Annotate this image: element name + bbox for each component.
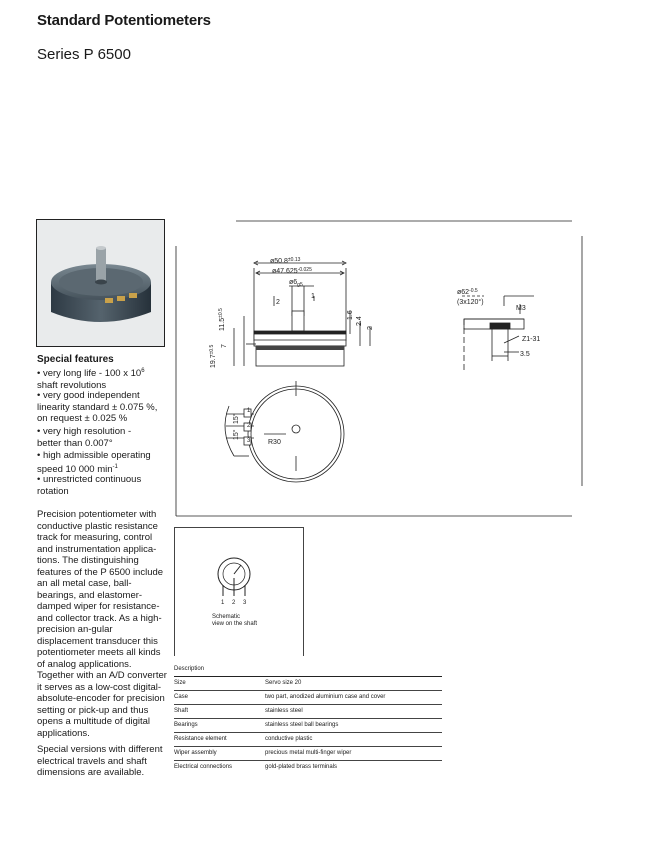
detail-diameter: $ø62^{-0.5}$ xyxy=(457,288,478,296)
schematic-caption-line: Schematic xyxy=(212,614,241,620)
feature-text: • very long life - 100 x 10 xyxy=(37,368,142,380)
dim-radius: R30 xyxy=(268,439,281,446)
technical-drawing xyxy=(174,216,589,526)
pin-2: 2 xyxy=(232,600,236,606)
terminal-3: 3 xyxy=(247,438,251,444)
feature-item xyxy=(37,474,172,497)
table-value: gold-plated brass terminals xyxy=(265,764,338,770)
feature-text: speed 10 000 min xyxy=(37,463,113,475)
detail-m3: M3 xyxy=(516,305,526,312)
dim-height-total: $19.7^{\pm 0.5}$ xyxy=(209,344,217,368)
feature-text: on request ± 0.025 % xyxy=(37,413,128,424)
table-key: Electrical connections xyxy=(174,764,233,770)
feature-superscript: -1 xyxy=(112,463,118,470)
page-subtitle: Series P 6500 xyxy=(37,46,131,63)
table-row xyxy=(174,747,442,761)
feature-text: • very high resolution - xyxy=(37,426,132,437)
table-value: two part, anodized aluminium case and cover xyxy=(265,694,386,700)
dim-2-4: 2.4 xyxy=(356,316,363,326)
description-paragraph: Precision potentiometer with conductive plastic resistance track for measuring, control and instrumentation applica-tions. The distinguishing features of the P 6500 include an all metal case, ball-bearings, and elastomer-damped wiper for resistance- and collector track. As a high-precision an-gular displacement transducer this potentiometer meets all kinds of analog applications. Together with an A/D converter it serves as a low-cost digital-absolute-encoder for precision setting or pick-up and thus opens a multitude of digital applications. xyxy=(37,509,167,739)
pin-1: 1 xyxy=(221,600,225,606)
table-header-row xyxy=(174,664,442,677)
table-row xyxy=(174,691,442,705)
table-key: Case xyxy=(174,694,189,700)
table-row xyxy=(174,677,442,691)
dim-outer-diameter: $ø50.8^{\pm 0.13}$ xyxy=(270,257,301,265)
dim-7: 7 xyxy=(221,344,228,348)
description-table xyxy=(174,664,442,774)
dim-2b: 2 xyxy=(367,326,374,330)
detail-holes: (3x120°) xyxy=(457,299,484,306)
table-key: Resistance element xyxy=(174,736,227,742)
table-value: Servo size 20 xyxy=(265,680,302,686)
schematic-caption-line: view on the shaft xyxy=(212,621,258,627)
front-view xyxy=(225,381,344,482)
feature-item xyxy=(37,426,172,449)
table-key: Wiper assembly xyxy=(174,750,217,756)
table-row xyxy=(174,705,442,719)
special-versions-paragraph: Special versions with different electrical travels and shaft dimensions are available. xyxy=(37,744,163,778)
dim-inner-diameter: $ø47.625^{-0.025}$ xyxy=(272,267,312,275)
dim-angle-2: 15° xyxy=(233,429,240,440)
product-photo xyxy=(36,219,165,347)
dim-one: 1 xyxy=(311,293,315,300)
feature-text: better than 0.007° xyxy=(37,437,113,449)
feature-text: • unrestricted continuous xyxy=(37,474,142,485)
table-value: conductive plastic xyxy=(265,736,313,742)
feature-text: • very good independent xyxy=(37,390,140,401)
table-row xyxy=(174,719,442,733)
features-heading: Special features xyxy=(37,354,114,365)
table-row xyxy=(174,761,442,774)
schematic-wiper xyxy=(234,565,241,574)
dim-two: 2 xyxy=(276,299,280,306)
terminal-2: 2 xyxy=(247,423,251,429)
page-title: Standard Potentiometers xyxy=(37,12,211,29)
feature-text: linearity standard ± 0.075 %, xyxy=(37,401,158,413)
pin-3: 3 xyxy=(243,600,247,606)
table-value: precious metal multi-finger wiper xyxy=(265,750,352,756)
terminal-1: 1 xyxy=(247,408,251,414)
schematic-box xyxy=(174,527,304,656)
detail-z: Z1-31 xyxy=(522,336,541,343)
dim-angle-1: 15° xyxy=(233,413,240,424)
feature-text: shaft revolutions xyxy=(37,379,107,391)
feature-text: rotation xyxy=(37,485,69,497)
table-key: Shaft xyxy=(174,708,189,714)
dim-height-top: $11.5^{\pm 0.5}$ xyxy=(218,308,226,331)
feature-item xyxy=(37,366,172,391)
table-header: Description xyxy=(174,666,205,672)
detail-3-5: 3.5 xyxy=(520,351,530,358)
dim-shaft-diameter: $ø6_{g5}$ xyxy=(289,279,303,288)
feature-item xyxy=(37,390,172,425)
table-value: stainless steel ball bearings xyxy=(265,722,339,728)
feature-text: • high admissible operating xyxy=(37,450,151,461)
table-key: Size xyxy=(174,680,186,686)
schematic-caption xyxy=(212,614,282,628)
table-key: Bearings xyxy=(174,722,198,728)
feature-superscript: 6 xyxy=(141,368,145,374)
dim-1-6: 1.6 xyxy=(347,310,354,320)
feature-item xyxy=(37,450,172,475)
table-value: stainless steel xyxy=(265,708,303,714)
table-row xyxy=(174,733,442,747)
